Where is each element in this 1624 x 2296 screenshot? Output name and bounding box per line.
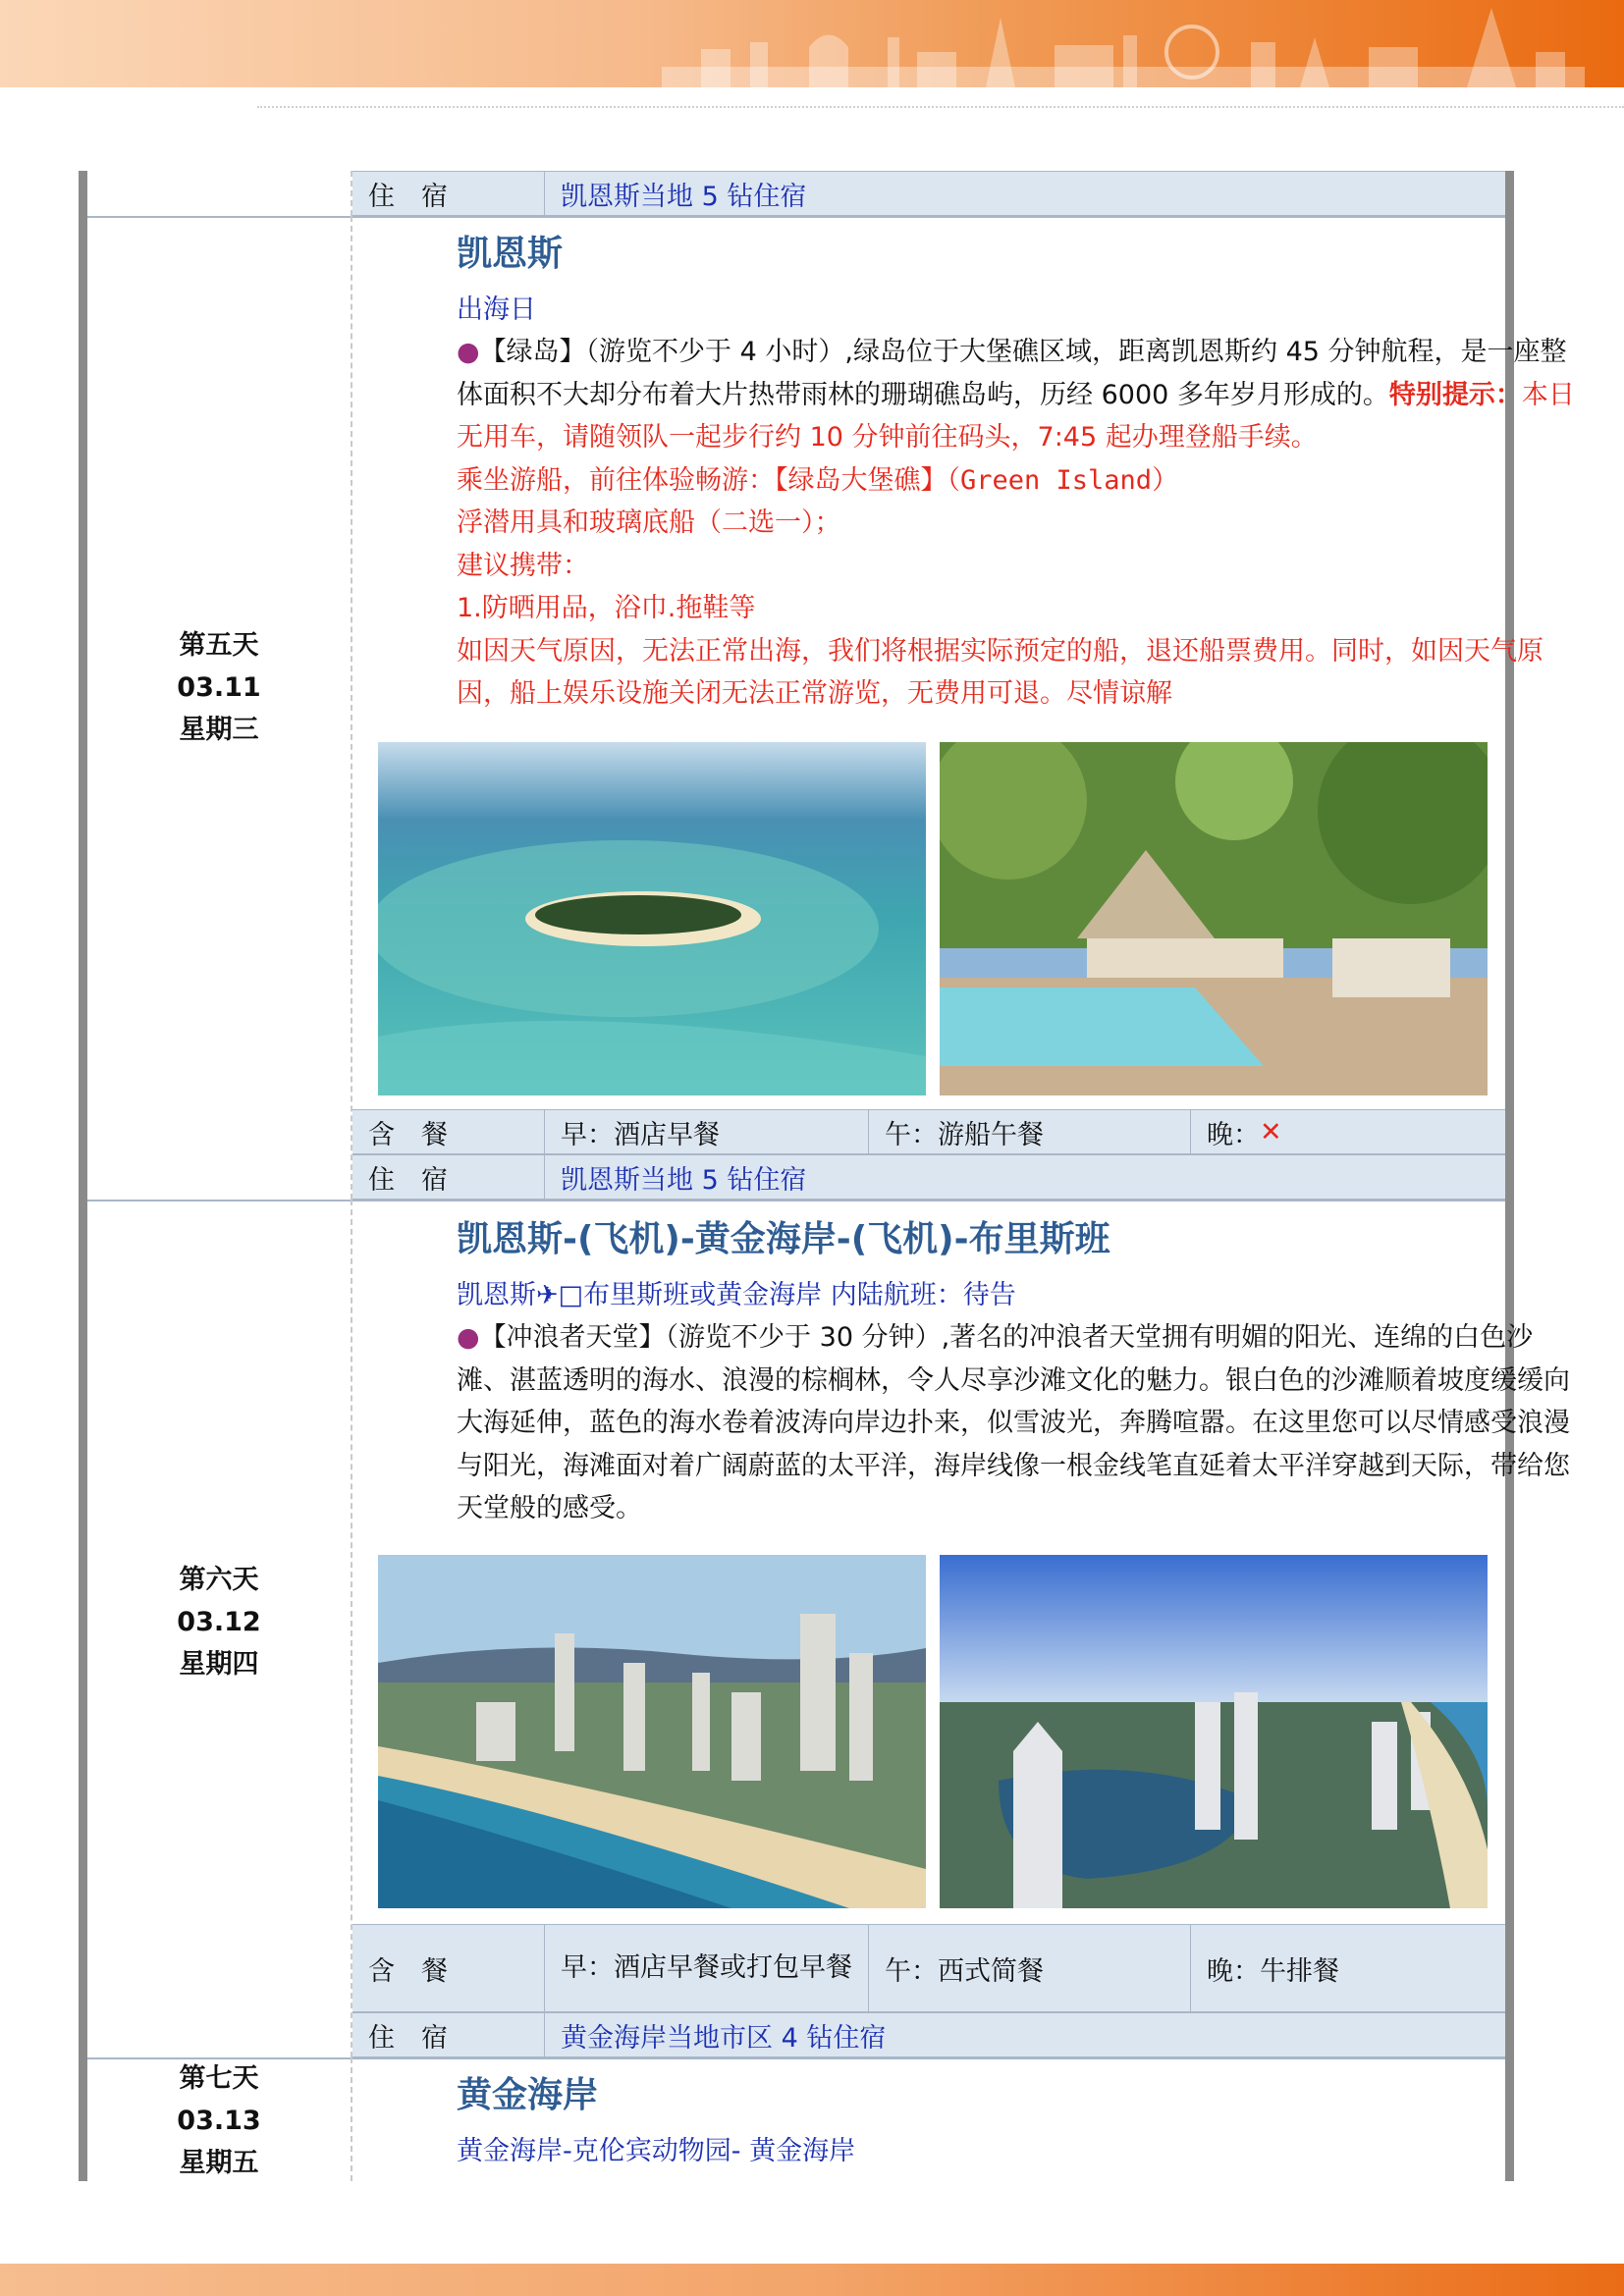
- island-resort-photo: [940, 742, 1488, 1095]
- meals-label: 含 餐: [352, 1110, 545, 1153]
- meals-row: [352, 1109, 1505, 1154]
- day-title: 凯恩斯-(飞机)-黄金海岸-(飞机)-布里斯班: [457, 1219, 1110, 1259]
- day-weekday: 星期五: [179, 2148, 259, 2178]
- day-number: 第五天: [179, 630, 259, 661]
- lodging-row: [352, 2012, 1505, 2057]
- special-notice-label: 特别提示：: [1388, 379, 1522, 410]
- city-skyline-icon: [662, 8, 1585, 87]
- surfers-paradise-beach-photo: [378, 1555, 926, 1908]
- day-label: [87, 1559, 351, 1685]
- dinner-cell: 晚：牛排餐: [1207, 1955, 1339, 1987]
- day-column-day7: [87, 2057, 352, 2181]
- day-subtitle: 凯恩斯✈□布里斯班或黄金海岸 内陆航班：待告: [457, 1280, 1016, 1310]
- day-label: [87, 624, 351, 751]
- footer-banner: [0, 2264, 1624, 2296]
- day-column-empty: [87, 171, 352, 216]
- meals-label: 含 餐: [352, 1925, 545, 2011]
- header-banner: [0, 0, 1624, 87]
- lodging-row: [352, 171, 1505, 216]
- lodging-label: 住 宿: [352, 1155, 545, 1199]
- breakfast-cell: 早：酒店早餐或打包早餐: [545, 1925, 869, 2011]
- gold-coast-skyline-photo: [940, 1555, 1488, 1908]
- day7-content: [457, 2071, 1586, 2172]
- lodging-label: 住 宿: [352, 2013, 545, 2056]
- day-title: 凯恩斯: [457, 234, 564, 274]
- day-subtitle: 出海日: [457, 294, 536, 325]
- day-number: 第七天: [179, 2063, 259, 2094]
- lunch-cell: 午：游船午餐: [869, 1110, 1191, 1153]
- green-island-aerial-photo: [378, 742, 926, 1095]
- lodging-row: [352, 1154, 1505, 1200]
- day-subtitle: 黄金海岸-克伦宾动物园- 黄金海岸: [457, 2136, 856, 2166]
- day-weekday: 星期四: [179, 1649, 259, 1680]
- day5-content: [457, 230, 1586, 716]
- day-weekday: 星期三: [179, 715, 259, 745]
- lodging-label: 住 宿: [352, 172, 545, 215]
- lunch-cell: 午：西式简餐: [869, 1925, 1191, 2011]
- weather-notice: 如因天气原因，无法正常出海，我们将根据实际预定的船，退还船票费用。同时，如因天气原因，船上娱乐设施关闭无法正常游览，无费用可退。尽情谅解: [457, 635, 1543, 709]
- lodging-value: 黄金海岸当地市区 4 钻住宿: [561, 2022, 887, 2054]
- day-column-day5: [87, 216, 352, 1200]
- day-date: 03.13: [177, 2106, 261, 2136]
- day-date: 03.12: [177, 1607, 261, 1637]
- day-column-day6: [87, 1200, 352, 2057]
- header-divider: [257, 106, 1624, 108]
- dinner-cell: 晚： ✕: [1207, 1116, 1282, 1150]
- breakfast-cell: 早：酒店早餐: [545, 1110, 869, 1153]
- day6-content: [457, 1215, 1586, 1530]
- lodging-value: 凯恩斯当地 5 钻住宿: [561, 1164, 807, 1196]
- meals-row: [352, 1924, 1505, 2012]
- attraction-description: ●【冲浪者天堂】（游览不少于 30 分钟）,著名的冲浪者天堂拥有明媚的阳光、连绵的白色沙滩、湛蓝透明的海水、浪漫的棕榈林，令人尽享沙滩文化的魅力。银白色的沙滩顺着坡度缓缓向大海延伸，蓝色的海水卷着波涛向岸边扑来，似雪波光，奔腾喧嚣。在这里您可以尽情感受浪漫与阳光，海滩面对着广阔蔚蓝的太平洋，海岸线像一根金线笔直延着太平洋穿越到天际，带给您天堂般的感受。: [457, 1322, 1570, 1523]
- lodging-value: 凯恩斯当地 5 钻住宿: [561, 181, 807, 212]
- no-meal-icon: ✕: [1260, 1116, 1282, 1148]
- suggest-items: 1.防晒用品，浴巾.拖鞋等: [457, 593, 756, 623]
- special-notice-text: 本日无用车，请随领队一起步行约 10 分钟前往码头，7:45 起办理登船手续。: [457, 379, 1575, 453]
- day-date: 03.11: [177, 672, 261, 703]
- attraction-description: ●【绿岛】（游览不少于 4 小时）,绿岛位于大堡礁区域，距离凯恩斯约 45 分钟航程，是一座整体面积不大却分布着大片热带雨林的珊瑚礁岛屿，历经 6000 多年岁月形成的。特别提示：本日无用车，请随领队一起步行约 10 分钟前往码头，7:45 起办理登船手续。: [457, 337, 1575, 453]
- snorkel-line: 浮潜用具和玻璃底船（二选一）；: [457, 507, 841, 538]
- day-number: 第六天: [179, 1565, 259, 1595]
- day-title: 黄金海岸: [457, 2075, 599, 2115]
- suggest-label: 建议携带：: [457, 550, 589, 581]
- day-label: [87, 2057, 351, 2184]
- bullet-icon: ●: [457, 1322, 480, 1353]
- bullet-icon: ●: [457, 337, 480, 367]
- itinerary-table: [79, 171, 1575, 2181]
- cruise-line: 乘坐游船，前往体验畅游：【绿岛大堡礁】（Green Island）: [457, 464, 1179, 496]
